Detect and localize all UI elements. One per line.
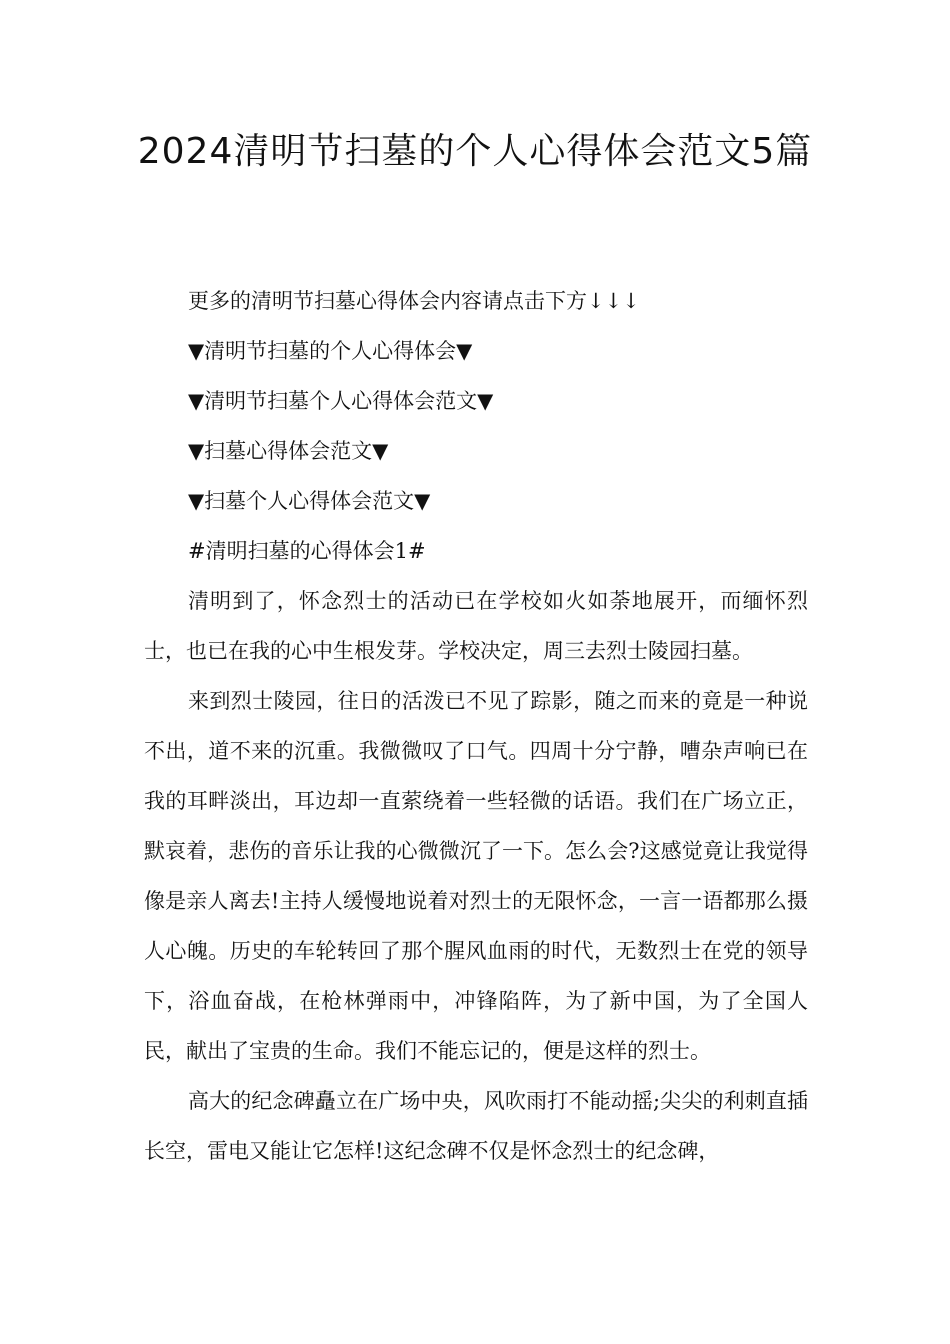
link-personal-experience-sample[interactable]: ▼清明节扫墓个人心得体会范文▼	[188, 389, 494, 413]
document-body	[144, 276, 808, 1176]
link-personal-experience[interactable]: ▼清明节扫墓的个人心得体会▼	[188, 339, 473, 363]
paragraph-3: 高大的纪念碑矗立在广场中央，风吹雨打不能动摇;尖尖的利刺直插长空，雷电又能让它怎样!这纪念碑不仅是怀念烈士的纪念碑，	[144, 1089, 808, 1163]
link-tomb-sweeping-sample[interactable]: ▼扫墓心得体会范文▼	[188, 439, 389, 463]
page-title: 2024清明节扫墓的个人心得体会范文5篇	[137, 131, 813, 172]
paragraph-1: 清明到了，怀念烈士的活动已在学校如火如荼地展开，而缅怀烈士，也已在我的心中生根发芽。学校决定，周三去烈士陵园扫墓。	[144, 589, 808, 663]
paragraph-2: 来到烈士陵园，往日的活泼已不见了踪影，随之而来的竟是一种说不出，道不来的沉重。我微微叹了口气。四周十分宁静，嘈杂声响已在我的耳畔淡出，耳边却一直萦绕着一些轻微的话语。我们在广场立正，默哀着，悲伤的音乐让我的心微微沉了一下。怎么会?这感觉竟让我觉得像是亲人离去!主持人缓慢地说着对烈士的无限怀念，一言一语都那么摄人心魄。历史的车轮转回了那个腥风血雨的时代，无数烈士在党的领导下，浴血奋战，在枪林弹雨中，冲锋陷阵，为了新中国，为了全国人民，献出了宝贵的生命。我们不能忘记的，便是这样的烈士。	[144, 689, 808, 1063]
intro-text: 更多的清明节扫墓心得体会内容请点击下方↓↓↓	[188, 289, 640, 313]
link-tomb-sweeping-personal-sample[interactable]: ▼扫墓个人心得体会范文▼	[188, 489, 431, 513]
section-heading: #清明扫墓的心得体会1#	[188, 539, 426, 563]
